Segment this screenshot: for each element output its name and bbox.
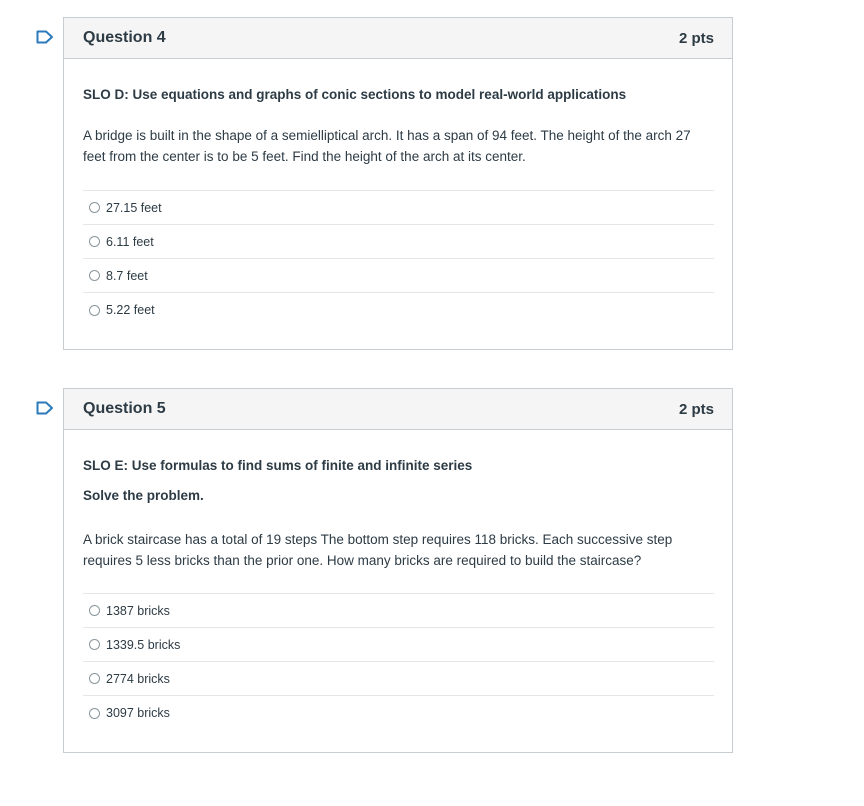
answer-option[interactable] xyxy=(83,662,714,696)
answer-option[interactable] xyxy=(83,225,714,259)
flag-question-5-icon[interactable] xyxy=(36,401,54,415)
question-prompt: A bridge is built in the shape of a semielliptical arch. It has a span of 94 feet. The height of the arch 27 feet from the center is to be 5 feet. Find the height of the arch at its center. xyxy=(83,128,691,164)
answer-label: 2774 bricks xyxy=(106,671,170,686)
answer-label: 27.15 feet xyxy=(106,200,162,215)
answer-label: 5.22 feet xyxy=(106,303,155,317)
question-prompt: A brick staircase has a total of 19 steps The bottom step requires 118 bricks. Each successive step requires 5 less bricks than the prior one. How many bricks are required to build the staircase? xyxy=(83,532,673,568)
question-4-card xyxy=(63,17,733,350)
radio-button[interactable] xyxy=(89,639,100,650)
radio-button[interactable] xyxy=(89,305,100,316)
question-title: Question 5 xyxy=(83,400,166,417)
question-5-card xyxy=(63,388,733,753)
answer-option[interactable] xyxy=(83,259,714,293)
question-header xyxy=(64,18,732,59)
radio-button[interactable] xyxy=(89,270,100,281)
answer-option[interactable] xyxy=(83,594,714,628)
question-points: 2 pts xyxy=(678,29,714,47)
answer-label: 1387 bricks xyxy=(106,603,170,618)
answer-label: 6.11 feet xyxy=(106,234,154,249)
question-subheading: Solve the problem. xyxy=(83,488,204,503)
answer-option[interactable] xyxy=(83,696,714,730)
question-points: 2 pts xyxy=(678,400,714,418)
answer-list xyxy=(83,190,714,327)
question-body xyxy=(64,458,732,730)
answer-option[interactable] xyxy=(83,293,714,327)
flag-question-4-icon[interactable] xyxy=(36,30,54,44)
slo-heading: SLO D: Use equations and graphs of conic sections to model real-world applications xyxy=(83,87,627,102)
question-body xyxy=(64,87,732,327)
question-header xyxy=(64,389,732,430)
radio-button[interactable] xyxy=(89,708,100,719)
answer-option[interactable] xyxy=(83,628,714,662)
answer-label: 1339.5 bricks xyxy=(106,637,181,652)
slo-heading: SLO E: Use formulas to find sums of finite and infinite series xyxy=(83,458,473,473)
answer-label: 8.7 feet xyxy=(106,268,148,283)
radio-button[interactable] xyxy=(89,605,100,616)
question-title: Question 4 xyxy=(83,29,166,46)
answer-option[interactable] xyxy=(83,191,714,225)
answer-list xyxy=(83,593,714,730)
radio-button[interactable] xyxy=(89,202,100,213)
answer-label: 3097 bricks xyxy=(106,706,170,720)
radio-button[interactable] xyxy=(89,236,100,247)
radio-button[interactable] xyxy=(89,673,100,684)
